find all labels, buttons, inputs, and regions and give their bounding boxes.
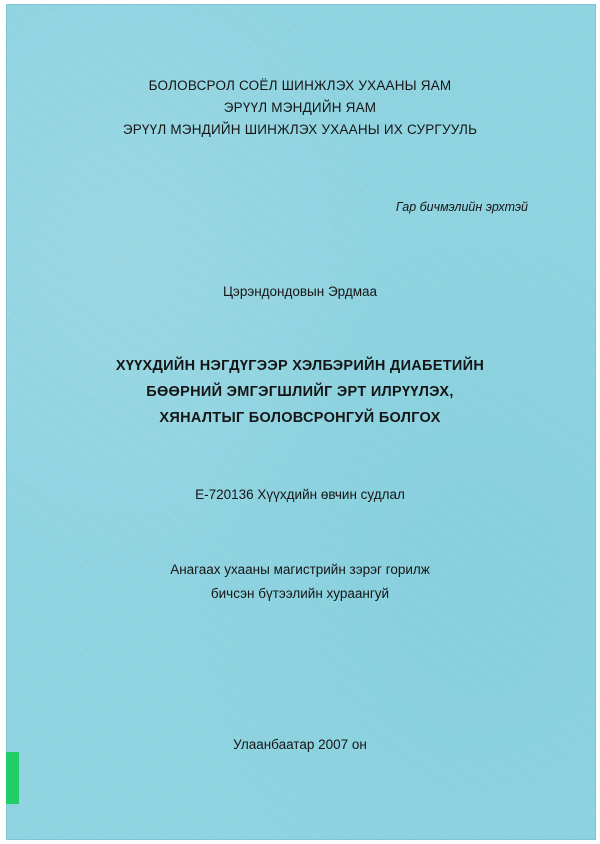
- title-line-3: ХЯНАЛТЫГ БОЛОВСРОНГУЙ БОЛГОХ: [159, 410, 441, 426]
- ministry-line-1: БОЛОВСРОЛ СОЁЛ ШИНЖЛЭХ УХААНЫ ЯАМ: [148, 78, 452, 93]
- place-year: Улаанбаатар 2007 он: [233, 737, 367, 752]
- specialty-code: Е-720136 Хүүхдийн өвчин судлал: [195, 487, 405, 502]
- degree-line-1: Анагаах ухааны магистрийн зэрэг горилж: [170, 562, 430, 577]
- ministry-line-2: ЭРҮҮЛ МЭНДИЙН ЯАМ: [223, 100, 377, 115]
- degree-line-2: бичсэн бүтээлийн хураангуй: [210, 586, 390, 601]
- library-sticker: [6, 752, 19, 804]
- title-line-1: ХҮҮХДИЙН НЭГДҮГЭЭР ХЭЛБЭРИЙН ДИАБЕТИЙН: [115, 358, 485, 374]
- manuscript-note: Гар бичмэлийн эрхтэй: [395, 200, 528, 214]
- title-line-2: БӨӨРНИЙ ЭМГЭГШЛИЙГ ЭРТ ИЛРҮҮЛЭХ,: [146, 384, 454, 400]
- university-line: ЭРҮҮЛ МЭНДИЙН ШИНЖЛЭХ УХААНЫ ИХ СУРГУУЛЬ: [122, 122, 478, 137]
- author-name: Цэрэндондовын Эрдмаа: [222, 284, 378, 299]
